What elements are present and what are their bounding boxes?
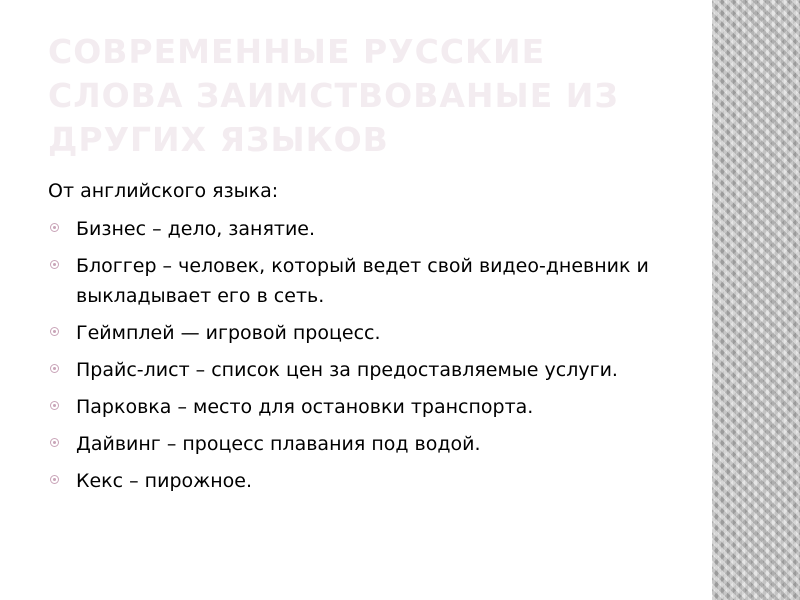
list-item-text: Парковка – место для остановки транспорта. bbox=[76, 396, 534, 418]
word-list bbox=[48, 214, 688, 496]
bullet-circle-icon bbox=[50, 438, 59, 447]
slide-title: СОВРЕМЕННЫЕ РУССКИЕ СЛОВА ЗАИМСТВОВАНЫЕ ИЗ ДРУГИХ ЯЗЫКОВ bbox=[48, 32, 619, 159]
bullet-circle-icon bbox=[50, 260, 59, 269]
list-item bbox=[48, 214, 688, 244]
list-item bbox=[48, 392, 688, 422]
bullet-circle-icon bbox=[50, 475, 59, 484]
side-texture-panel bbox=[712, 0, 800, 600]
list-item-text: Геймплей — игровой процесс. bbox=[76, 322, 381, 344]
list-item-text: Кекс – пирожное. bbox=[76, 470, 253, 492]
list-item bbox=[48, 466, 688, 496]
bullet-circle-icon bbox=[50, 223, 59, 232]
list-item-text: Блоггер – человек, который ведет свой видео-дневник и выкладывает его в сеть. bbox=[76, 255, 649, 307]
list-item-text: Прайс-лист – список цен за предоставляемые услуги. bbox=[76, 359, 618, 381]
list-item-text: Дайвинг – процесс плавания под водой. bbox=[76, 433, 481, 455]
bullet-circle-icon bbox=[50, 364, 59, 373]
bullet-circle-icon bbox=[50, 401, 59, 410]
list-item bbox=[48, 429, 688, 459]
list-item-text: Бизнес – дело, занятие. bbox=[76, 218, 316, 240]
intro-line: От английского языка: bbox=[48, 180, 279, 202]
list-item bbox=[48, 251, 688, 311]
bullet-circle-icon bbox=[50, 327, 59, 336]
slide-content bbox=[48, 176, 688, 503]
list-item bbox=[48, 318, 688, 348]
list-item bbox=[48, 355, 688, 385]
